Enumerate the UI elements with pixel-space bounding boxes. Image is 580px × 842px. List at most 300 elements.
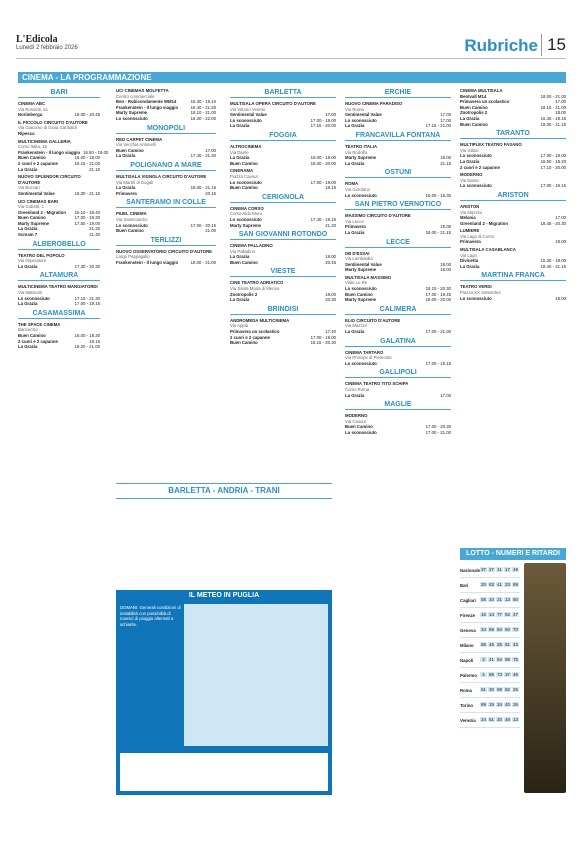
city-heading: BARLETTA — [230, 88, 336, 98]
film-title: La Grazia — [116, 153, 136, 159]
cinema-name: CINERAMA — [230, 168, 254, 174]
lotto-number: 13 — [505, 597, 510, 602]
cinema-address: Via Imperatore — [18, 258, 47, 264]
page-number: 15 — [541, 34, 566, 56]
showtime-row — [230, 260, 336, 266]
lotto-row — [460, 668, 520, 683]
cinema-address: Via Mazzini — [345, 323, 367, 329]
city-heading: MAGLIE — [345, 400, 451, 410]
lotto-number: 27 — [489, 567, 494, 572]
film-title: Lo sconosciuto — [345, 360, 377, 366]
film-title: Primavera — [345, 224, 366, 230]
cinema-address: Viale Lo Re — [345, 280, 368, 286]
showtimes: 17.40 - 21.30 — [190, 153, 216, 159]
showtimes: 17.00 - 19.00 — [310, 179, 336, 185]
city-heading: FOGGIA — [230, 131, 336, 141]
cinema-name: ARISTON — [460, 203, 480, 209]
cinema-address: Largo Pappagallo — [116, 254, 150, 260]
film-title: Ben - Rubicondamente WM14 — [116, 99, 177, 105]
weather-title: IL METEO IN PUGLIA — [188, 592, 260, 599]
film-title: Buen Camino — [116, 228, 144, 234]
lotto-number: 61 — [505, 642, 510, 647]
lotto-number: 10 — [489, 597, 494, 602]
film-title: Zootropolis 2 — [460, 110, 488, 116]
film-title: Lo sconosciuto — [116, 222, 148, 228]
film-title: Lo sconosciuto — [460, 295, 492, 301]
showtimes: 18.15 - 20.30 — [310, 340, 336, 346]
film-title: Buen Camino — [230, 185, 258, 191]
film-title: Ripesca — [18, 130, 35, 136]
lotto-number: 25 — [497, 642, 502, 647]
cinema-address: Via Matteotti — [18, 290, 42, 296]
city-heading: OSTUNI — [345, 168, 451, 178]
showtimes: 17.00 - 19.15 — [540, 183, 566, 189]
cinema-address: Via Rodolfo — [345, 149, 368, 155]
city-heading: SAN GIOVANNI ROTONDO — [230, 230, 336, 240]
showtimes: 18.00 — [440, 267, 451, 273]
lotto-number: 69 — [489, 627, 494, 632]
showtimes: 17.50 - 19.00 — [74, 220, 100, 226]
cinema-name: THE SPACE CINEMA — [18, 321, 61, 327]
cinema-name: PIUEL CINEMA — [116, 211, 147, 217]
film-title: Buen Camino — [116, 147, 144, 153]
cinema-name: NUOVO CINEMA PARADISO — [345, 101, 403, 106]
film-title: Lo sconosciuto — [345, 286, 377, 292]
lotto-number: 52 — [505, 612, 510, 617]
cinema-name: ROMA — [345, 181, 359, 187]
lotto-number: 14 — [489, 612, 494, 617]
lotto-wheel: Bari — [460, 582, 469, 588]
showtimes: 16.30 - 19.10 — [190, 99, 216, 105]
film-title: Sentimental Value — [230, 112, 267, 118]
lotto-row — [460, 608, 520, 623]
lotto-wheel: Palermo — [460, 672, 477, 678]
lotto-numbers — [480, 717, 520, 723]
showtimes: 18.00 — [555, 110, 566, 116]
showtimes: 18.00 — [325, 291, 336, 297]
cinema-address: Via Lago di Como — [460, 233, 495, 239]
showtimes: 17.00 — [440, 117, 451, 123]
film-title: Buen Camino — [460, 104, 488, 110]
city-heading: SANTERAMO IN COLLE — [116, 198, 216, 208]
film-title: La Grazia — [230, 254, 250, 260]
film-title: Zootropolis 2 — [230, 291, 258, 297]
cinema-address: Via Palladino — [230, 248, 256, 254]
lotto-number: 89 — [481, 702, 486, 707]
film-title: Lo sconosciuto — [18, 295, 50, 301]
showtimes: 18.15 - 21.00 — [540, 104, 566, 110]
film-title: Marty Supreme — [116, 110, 148, 116]
lotto-row — [460, 653, 520, 668]
cinema-name: MULTIPLEX TEATRO FASANO — [460, 142, 522, 148]
city-heading: BRINDISI — [230, 305, 336, 315]
cinema-name: IL PICCOLO CIRCUITO D'AUTORE — [18, 119, 88, 125]
showtimes: 18.00 - 21.15 — [190, 185, 216, 191]
film-title: Lo sconosciuto — [116, 115, 148, 121]
lotto-number: 37 — [481, 567, 486, 572]
lotto-number: 46 — [513, 672, 518, 677]
lotto-wheel: Napoli — [460, 657, 474, 663]
film-title: Primavera un scolastico — [460, 99, 510, 105]
lotto-number: 88 — [505, 657, 510, 662]
film-title: Buen Camino — [18, 333, 46, 338]
cinema-address: Via Gobetti, 1 — [18, 204, 44, 210]
showtime-row — [18, 232, 100, 238]
showtimes: 21.40 — [89, 232, 100, 238]
film-title: Frankenstein - Il lungo viaggio — [18, 149, 81, 155]
film-title: La Grazia — [460, 263, 480, 269]
showtimes: 17.40 - 19.15 — [310, 216, 336, 222]
showtime-row — [345, 361, 451, 367]
showtimes: 18.15 — [89, 338, 100, 344]
lotto-number: 34 — [497, 702, 502, 707]
lotto-number: 51 — [489, 717, 494, 722]
lotto-number: 75 — [513, 657, 518, 662]
showtimes: 18.15 — [325, 185, 336, 191]
showtime-row — [345, 393, 451, 399]
lotto-numbers — [480, 642, 520, 648]
showtime-row — [116, 228, 216, 234]
cinema-name: RED CARPET CINEMA — [116, 136, 163, 142]
showtime-row — [18, 131, 100, 137]
issue-date: Lunedì 2 febbraio 2026 — [16, 45, 78, 51]
lotto-number: 77 — [497, 612, 502, 617]
showtime-row — [345, 267, 451, 273]
lotto-number: 55 — [481, 597, 486, 602]
cinema-name: ALTROCINEMA — [230, 143, 262, 149]
city-heading: TARANTO — [460, 129, 566, 139]
cinema-address: Via Giacomo di Gioia Garibaldi — [18, 125, 77, 131]
film-title: Marty Supreme — [18, 220, 50, 226]
film-title: Buen Camino — [18, 215, 46, 221]
lotto-numbers — [480, 597, 520, 603]
lotto-number: 23 — [505, 582, 510, 587]
lotto-numbers — [480, 567, 520, 573]
film-title: Norimberga — [18, 112, 43, 118]
lotto-wheel: Venezia — [460, 717, 476, 723]
showtimes: 18.20 - 21.00 — [74, 344, 100, 350]
lotto-wheel: Cagliari — [460, 597, 476, 603]
city-heading: MARTINA FRANCA — [460, 271, 566, 281]
lotto-table — [460, 563, 520, 728]
lotto-row — [460, 563, 520, 578]
city-heading: VIESTE — [230, 267, 336, 277]
column-5 — [460, 86, 566, 542]
cinema-address: Via Lago — [460, 252, 477, 258]
cinema-name: TEATRO ITALIA — [345, 143, 378, 149]
city-heading: LECCE — [345, 238, 451, 248]
lotto-numbers — [480, 627, 520, 633]
lotto-number: 25 — [513, 687, 518, 692]
film-title: Marty Supreme — [345, 297, 377, 303]
lotto-numbers — [480, 657, 520, 663]
film-title: La Grazia — [460, 115, 480, 121]
showtimes: 18.00 - 21.15 — [425, 229, 451, 235]
lotto-box — [460, 548, 566, 800]
showtimes: 16.50 - 19.20 — [540, 158, 566, 164]
film-title: La Grazia — [230, 123, 250, 129]
cinema-name: CINEMA ABC — [18, 101, 46, 106]
showtimes: 16.10 - 18.40 — [74, 209, 100, 215]
cinema-name: CINEMA TARTARO — [345, 349, 384, 355]
film-title: La Grazia — [18, 166, 38, 172]
lotto-number: 40 — [505, 702, 510, 707]
cinema-name: MODERNO — [460, 172, 483, 178]
showtimes: 16.00 - 18.00 — [310, 155, 336, 161]
cinema-address: Via Dante — [230, 149, 249, 155]
lotto-photo — [524, 563, 566, 793]
cinema-name: ELIO CIRCUITO D'AUTORE — [345, 317, 401, 323]
cinema-name: MULTICINEMA GALLERIA — [18, 138, 71, 144]
showtime-row — [18, 264, 100, 270]
cinema-address: Via Mazzini — [460, 209, 482, 215]
showtime-row — [230, 185, 336, 191]
lotto-row — [460, 698, 520, 713]
cinema-name: NUOVO SPLENDOR CIRCUITO D'AUTORE — [18, 174, 81, 185]
film-title: La Grazia — [345, 229, 365, 235]
showtimes: 17.40 — [325, 329, 336, 335]
cinema-name: MULTISALA VIGNOLA CIRCUITO D'AUTORE — [116, 173, 207, 179]
cinema-band: CINEMA - LA PROGRAMMAZIONE — [18, 72, 566, 83]
film-title: La Grazia — [18, 263, 38, 269]
cinema-address: Via Cavour — [345, 418, 367, 424]
showtimes: 18.00 — [440, 224, 451, 230]
film-title: Buen Camino — [345, 424, 373, 430]
showtimes: 15.30 - 18.00 — [540, 258, 566, 264]
film-title: Buen Camino — [230, 160, 258, 166]
showtime-row — [116, 260, 216, 266]
showtime-row — [230, 297, 336, 303]
film-title: Frankenstein - Il lungo viaggio — [116, 104, 179, 110]
cinema-name: UCI CINEMAS BARI — [18, 198, 59, 204]
showtime-row — [230, 340, 336, 346]
showtime-row — [230, 161, 336, 167]
showtimes: 18.10 - 21.00 — [190, 110, 216, 116]
cinema-name: NUOVO OSSERVATORIO CIRCUITO D'AUTORE — [116, 248, 213, 254]
cinema-address: Via Giordano — [345, 186, 371, 192]
showtimes: 18.00 - 21.00 — [540, 93, 566, 99]
film-title: 2 cuori e 2 capanne — [18, 338, 58, 344]
showtime-row — [230, 223, 336, 229]
lotto-number: 41 — [489, 657, 494, 662]
weather-box — [116, 590, 332, 795]
showtimes: 18.45 - 20.30 — [540, 220, 566, 226]
showtimes: 18.00 - 20.45 — [74, 112, 100, 118]
film-title: 2 cuori e 2 capanne — [230, 334, 270, 340]
showtimes: 18.15 - 21.00 — [74, 160, 100, 166]
weather-strip — [120, 753, 328, 791]
showtime-row — [460, 183, 566, 189]
showtimes: 17.00 - 21.00 — [425, 429, 451, 435]
cinema-address: Piazza XX Settembre — [460, 290, 501, 296]
city-heading: FRANCAVILLA FONTANA — [345, 131, 451, 141]
cinema-name: CINEMA MULTISALA — [460, 88, 503, 93]
cinema-name: DB D'ESSAI — [345, 250, 370, 256]
lotto-number: 84 — [497, 627, 502, 632]
showtimes: 17.15 - 20.00 — [310, 123, 336, 129]
film-title: Buen Camino — [230, 340, 258, 346]
showtimes: 18.00 — [440, 261, 451, 267]
cinema-address: Via Buccari — [18, 185, 40, 191]
showtimes: 18.00 - 21.15 — [540, 121, 566, 127]
lotto-numbers — [480, 582, 520, 588]
lotto-number: 50 — [513, 597, 518, 602]
lotto-number: 85 — [489, 672, 494, 677]
showtime-row — [460, 264, 566, 270]
cinema-address: Via Lecce — [345, 218, 364, 224]
city-heading: MONOPOLI — [116, 124, 216, 134]
lotto-number: 48 — [505, 717, 510, 722]
city-heading: GALLIPOLI — [345, 368, 451, 378]
lotto-number: 69 — [497, 687, 502, 692]
film-title: Lo sconosciuto — [230, 117, 262, 123]
column-4 — [345, 86, 451, 542]
showtime-row — [345, 297, 451, 303]
showtimes: 16.50 - 19.00 — [83, 149, 109, 155]
showtimes: 17.00 - 19.00 — [310, 334, 336, 340]
lotto-number: 20 — [481, 582, 486, 587]
lotto-number: 17 — [505, 567, 510, 572]
showtimes: 17.00 - 20.15 — [190, 222, 216, 228]
film-title: La Grazia — [230, 155, 250, 161]
film-title: Lo sconosciuto — [345, 192, 377, 198]
cinema-name: CINE TEATRO ADRIATICO — [230, 280, 284, 286]
showtimes: 16.45 - 19.15 — [540, 115, 566, 121]
showtime-row — [18, 167, 100, 173]
showtime-row — [18, 344, 100, 350]
city-heading: GALATINA — [345, 337, 451, 347]
showtime-row — [460, 239, 566, 245]
showtimes: 17.00 — [440, 392, 451, 398]
lotto-number: 61 — [481, 687, 486, 692]
column-2 — [116, 86, 216, 480]
cinema-name: MASSIMO CIRCUITO D'AUTORE — [345, 213, 411, 219]
lotto-number: 16 — [481, 612, 486, 617]
film-title: Sentimental Value — [345, 112, 382, 118]
film-title: La Grazia — [18, 301, 38, 307]
cinema-address: Baricentro — [18, 327, 38, 333]
cinema-name: MULTISALA MASSIMO — [345, 274, 392, 280]
film-title: Lo sconosciuto — [230, 216, 262, 222]
showtimes: 18.40 - 21.15 — [540, 263, 566, 269]
cinema-address: Via Martiri di Dogali — [116, 179, 154, 185]
lotto-number: 43 — [513, 642, 518, 647]
lotto-number: 3 — [480, 657, 487, 662]
showtimes: 17.10 - 20.00 — [540, 164, 566, 170]
film-title: 2 cuori e 2 capanne — [460, 164, 500, 170]
lotto-number: 45 — [489, 642, 494, 647]
cinema-name: MULTICINEMA TEATRO MANGIATORDI — [18, 284, 98, 290]
cinema-name: MULTISALA CASABLANCA — [460, 247, 516, 253]
showtime-row — [460, 122, 566, 128]
cinema-address: Via Vittorio Veneto — [230, 106, 266, 112]
area-subtitle: BARLETTA - ANDRIA - TRANI — [116, 483, 332, 499]
showtime-row — [460, 296, 566, 302]
lotto-number: 49 — [513, 567, 518, 572]
showtimes: 17.15 - 21.00 — [425, 123, 451, 129]
cinema-address: Via Dante — [460, 177, 479, 183]
lotto-number: 70 — [513, 627, 518, 632]
lotto-number: 82 — [505, 687, 510, 692]
lotto-numbers — [480, 612, 520, 618]
showtimes: 17.30 - 20.30 — [74, 263, 100, 269]
showtime-row — [116, 153, 216, 159]
lotto-number: 89 — [513, 582, 518, 587]
showtime-row — [345, 161, 451, 167]
lotto-number: 63 — [489, 582, 494, 587]
showtime-row — [345, 430, 451, 436]
lotto-number: 30 — [489, 687, 494, 692]
showtime-row — [18, 191, 100, 197]
lotto-wheel: Roma — [460, 687, 472, 693]
cinema-address: Piazza Cavour — [230, 173, 258, 179]
lotto-wheel: Firenze — [460, 612, 476, 618]
showtime-row — [345, 123, 451, 129]
cinema-name: CINEMA TEATRO TITO SCHIPA — [345, 381, 409, 387]
showtimes: 17.00 - 19.00 — [310, 117, 336, 123]
cinema-address: Via Appia — [230, 323, 249, 329]
lotto-wheel: Genova — [460, 627, 476, 633]
city-heading: CASAMASSIMA — [18, 309, 100, 319]
showtimes: 17.00 - 19.15 — [425, 360, 451, 366]
film-title: Marty Supreme — [230, 222, 262, 228]
cinema-name: CINEMA CORSO — [230, 205, 264, 211]
cinema-address: Via Principe di Piemonte — [345, 355, 392, 361]
cinema-address: Via Roma — [345, 106, 364, 112]
lotto-wheel: Torino — [460, 702, 474, 708]
showtimes: 17.00 — [555, 99, 566, 105]
showtimes: 16.00 - 18.00 — [74, 155, 100, 161]
film-title: Divinetta — [460, 258, 479, 264]
lotto-number: 60 — [505, 627, 510, 632]
showtimes: 17.00 - 19.00 — [540, 153, 566, 159]
showtimes: 17.00 - 20.30 — [425, 424, 451, 430]
cinema-address: Corso Aldo Moro — [230, 211, 263, 217]
lotto-number: 34 — [481, 627, 486, 632]
film-title: Lo sconosciuto — [460, 183, 492, 189]
showtimes: 17.00 — [325, 112, 336, 118]
showtime-row — [460, 221, 566, 227]
lotto-number: 41 — [497, 582, 502, 587]
lotto-number: 19 — [489, 702, 494, 707]
film-title: Buen Camino — [230, 259, 258, 265]
lotto-number: 55 — [481, 642, 486, 647]
showtime-row — [18, 301, 100, 307]
cinema-name: MODERNO — [345, 413, 368, 419]
film-title: Primavera un scolastico — [230, 329, 280, 335]
showtime-row — [116, 191, 216, 197]
film-title: La Grazia — [230, 297, 250, 303]
showtimes: 20.30 — [325, 297, 336, 303]
showtime-row — [116, 116, 216, 122]
film-title: Marty Supreme — [345, 155, 377, 161]
lotto-row — [460, 593, 520, 608]
showtimes: 18.00 — [440, 155, 451, 161]
showtimes: 19.00 — [555, 239, 566, 245]
weather-map — [184, 604, 328, 746]
showtimes: 18.00 — [325, 254, 336, 260]
showtimes: 17.00 - 19.30 — [74, 215, 100, 221]
city-heading: CERIGNOLA — [230, 193, 336, 203]
film-title: Primavera — [460, 239, 481, 245]
lotto-number: 73 — [497, 672, 502, 677]
cinema-name: MULTISALA OPERA CIRCUITO D'AUTORE — [230, 101, 316, 106]
showtimes: 20.45 — [325, 259, 336, 265]
film-title: Bentvall M14 — [460, 93, 487, 99]
cinema-name: LUMIERE — [460, 228, 480, 234]
film-title: La Grazia — [18, 226, 38, 232]
city-heading: ALTAMURA — [18, 271, 100, 281]
